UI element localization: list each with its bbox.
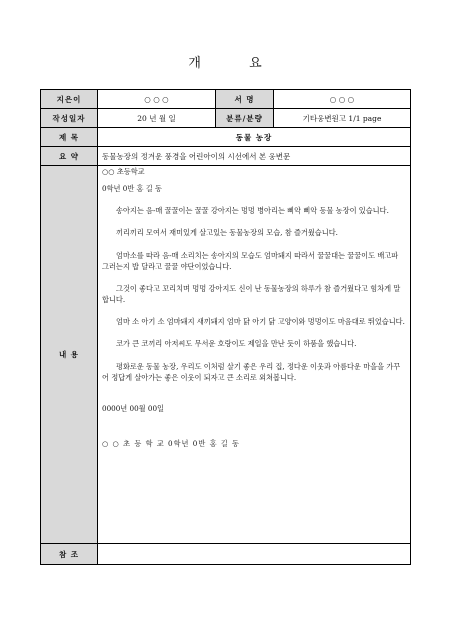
reference-value xyxy=(98,544,411,565)
summary-row xyxy=(41,147,411,166)
school-line: ○○ 초등학교 xyxy=(102,167,145,176)
author-value: ○ ○ ○ xyxy=(98,90,216,109)
category-label: 분류/분량 xyxy=(216,109,274,128)
sign-label: 서 명 xyxy=(216,90,274,109)
content-signature: ○ ○ 초 등 학 교 0학년 0반 홍 길 동 xyxy=(102,439,240,449)
category-value: 기타웅변원고 1/1 page xyxy=(274,109,411,128)
summary-label: 요 약 xyxy=(41,147,98,166)
content-body xyxy=(98,166,411,544)
document-title: 개 요 xyxy=(188,56,284,71)
reference-row xyxy=(41,544,411,565)
author-row xyxy=(41,90,411,109)
subject-row xyxy=(41,128,411,147)
paragraph-7: 평화로운 동물 농장, 우리도 이처럼 살기 좋은 우리 집, 정다운 이웃과 아름다운 마을을 가꾸어 정답게 살아가는 좋은 이웃이 되자고 큰 소리로 외쳐봅니다. xyxy=(102,361,401,382)
overview-form xyxy=(40,89,411,565)
summary-value: 동물농장의 정겨운 풍경을 어린아이의 시선에서 본 웅변문 xyxy=(98,147,411,166)
subject-label: 제 목 xyxy=(41,128,98,147)
author-label: 지은이 xyxy=(41,90,98,109)
sign-value: ○ ○ ○ xyxy=(274,90,411,109)
paragraph-2: 끼리끼리 모여서 재미있게 살고있는 동물농장의 모습, 참 즐거웠습니다. xyxy=(116,228,338,238)
date-row xyxy=(41,109,411,128)
subject-value: 동물 농장 xyxy=(98,128,411,147)
student-line: 0학년 0반 홍 길 동 xyxy=(102,184,162,194)
paragraph-4: 그것이 좋다고 꼬리치며 멍멍 강아지도 신이 난 동물농장의 하루가 참 즐거웠다고 힘차게 말합니다. xyxy=(102,283,401,305)
paragraph-5: 엄마 소 아기 소 엄마돼지 새끼돼지 엄마 닭 아기 닭 고양이와 멍멍이도 마음대로 뛰었습니다. xyxy=(116,317,405,327)
content-label: 내 용 xyxy=(41,166,98,544)
reference-label: 참 조 xyxy=(41,544,98,565)
paragraph-1: 송아지는 음-매 꿀꿀이는 꿀꿀 강아지는 멍멍 병아리는 삐악 삐악 동물 농장이 있습니다. xyxy=(116,206,389,216)
paragraph-6: 코가 큰 코끼리 아저씨도 무서운 호랑이도 제일을 만난 듯이 하품을 했습니다. xyxy=(116,339,357,349)
paragraph-3: 엄마소를 따라 음-매 소리치는 송아지의 모습도 엄마돼지 따라서 꿀꿀대는 꿀꿀이도 배고파 그러는지 밥 달라고 꿀꿀 야단이었습니다. xyxy=(102,250,399,271)
date-value: 20 년 월 일 xyxy=(98,109,216,128)
date-label: 작성일자 xyxy=(41,109,98,128)
content-row xyxy=(41,166,411,544)
content-date: 0000년 00월 00일 xyxy=(102,403,164,413)
